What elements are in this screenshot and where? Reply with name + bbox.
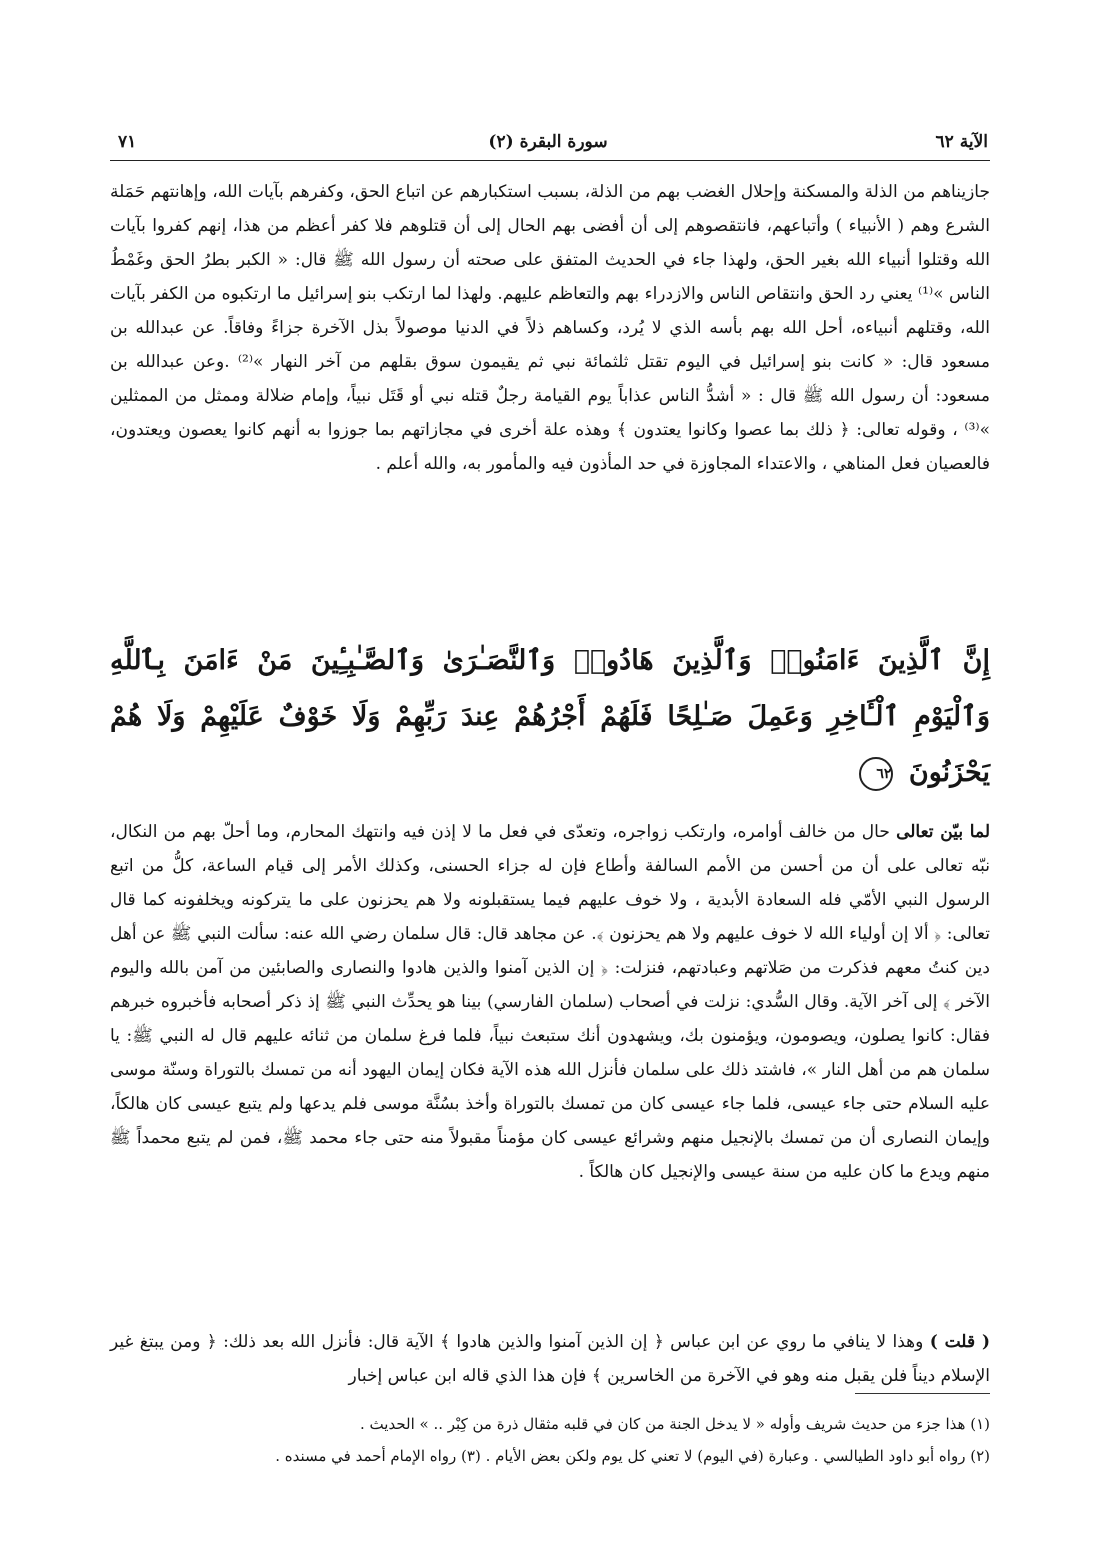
page-number: ٧١ <box>118 132 137 152</box>
ayah-label: الآية ٦٢ <box>935 132 988 152</box>
header-rule <box>110 160 990 161</box>
surah-title: (٢) سورة البقرة <box>488 132 608 152</box>
paragraph-2 <box>110 815 990 1325</box>
verse-number-marker: ٦٢ <box>859 757 893 791</box>
paragraph-2-text: حال من خالف أوامره، وارتكب زواجره، وتعدّى في فعل ما لا إذن فيه وانتهك المحارم، وما أحلّ بهم من النكال، نبّه تعالى على أن من أحسن من الأمم السالفة وأطاع فإن له جزاء الحسنى، وكذلك الأمر إلى قيام الساعة، كلُّ من اتبع الرسول النبي الأمّي فله السعادة الأبدية ، ولا خوف عليهم فيما يستقبلونه ولا هم يحزنون على ما يتركونه ويخلفونه كما قال تعالى: ﴿ ألا إن أولياء الله لا خوف عليهم ولا هم يحزنون ﴾. عن مجاهد قال: قال سلمان رضي الله عنه: سألت النبي ﷺ عن أهل دين كنتُ معهم فذكرت من صَلاتهم وعبادتهم، فنزلت: ﴿ إن الذين آمنوا والذين هادوا والنصارى والصابئين من آمن بالله واليوم الآخر ﴾ إلى آخر الآية. وقال السُّدي: نزلت في أصحاب (سلمان الفارسي) بينا هو يحدِّث النبي ﷺ إذ ذكر أصحابه فأخبروه خبرهم فقال: كانوا يصلون، ويصومون، ويؤمنون بك، ويشهدون أنك ستبعث نبياً، فلما فرغ سلمان من ثنائه عليهم قال له النبي ﷺ: يا سلمان هم من أهل النار »، فاشتد ذلك على سلمان فأنزل الله هذه الآية فكان إيمان اليهود أنه من تمسك بالتوراة وسنّة موسى عليه السلام حتى جاء عيسى، فلما جاء عيسى كان من تمسك بالتوراة وأخذ بسُنَّة موسى فلم يدعها ولم يتبع عيسى كان هالكاً، وإيمان النصارى أن من تمسك بالإنجيل منهم وشرائع عيسى كان مؤمناً مقبولاً منه حتى جاء محمد ﷺ، فمن لم يتبع محمداً ﷺ منهم ويدع ما كان عليه من سنة عيسى والإنجيل كان هالكاً . <box>110 822 991 1182</box>
footnote-1: (١) هذا جزء من حديث شريف وأوله « لا يدخل الجنة من كان في قلبه مثقال ذرة من كِبْر .. » الحديث . <box>360 1415 990 1433</box>
quran-verse <box>110 633 990 801</box>
paragraph-3-text: وهذا لا ينافي ما روي عن ابن عباس ﴿ إن الذين آمنوا والذين هادوا ﴾ الآية قال: فأنزل الله بعد ذلك: ﴿ ومن يبتغ غير الإسلام ديناً فلن يقبل منه وهو في الآخرة من الخاسرين ﴾ فإن هذا الذي قاله ابن عباس إخبار <box>110 1332 990 1386</box>
page-header <box>108 128 988 158</box>
paragraph-2-lead: لما بيّن تعالى <box>896 822 990 842</box>
paragraph-3 <box>110 1325 990 1393</box>
paragraph-3-lead: ( قلت ) <box>929 1332 990 1352</box>
footnote-2: (٢) رواه أبو داود الطيالسي . وعبارة (في اليوم) لا تعني كل يوم ولكن بعض الأيام . (٣) رواه الإمام أحمد في مسنده . <box>275 1447 990 1465</box>
verse-text: إِنَّ ٱلَّذِينَ ءَامَنُوا۟ وَٱلَّذِينَ هَادُوا۟ وَٱلنَّصَـٰرَىٰ وَٱلصَّـٰبِـِٔينَ مَنْ ءَامَنَ بِٱللَّهِ وَٱلْيَوْمِ ٱلْـَٔاخِرِ وَعَمِلَ صَـٰلِحًا فَلَهُمْ أَجْرُهُمْ عِندَ رَبِّهِمْ وَلَا خَوْفٌ عَلَيْهِمْ وَلَا هُمْ يَحْزَنُونَ <box>110 645 990 788</box>
main-text <box>110 175 990 1393</box>
footnotes <box>110 1408 990 1472</box>
paragraph-1: جازيناهم من الذلة والمسكنة وإحلال الغضب بهم من الذلة، بسبب استكبارهم عن اتباع الحق، وكفرهم بآيات الله، وإهانتهم حَمَلة الشرع وهم ( الأنبياء ) وأتباعهم، فانتقصوهم إلى أن أفضى بهم الحال إلى أن قتلوهم فلا كفر أعظم من هذا، إنهم كفروا بآيات الله وقتلوا أنبياء الله بغير الحق، ولهذا جاء في الحديث المتفق على صحته أن رسول الله ﷺ قال: « الكبر بطرُ الحق وغَمْطُ الناس »⁽¹⁾ يعني رد الحق وانتقاص الناس والازدراء بهم والتعاظم عليهم. ولهذا لما ارتكب بنو إسرائيل ما ارتكبوه من الكفر بآيات الله، وقتلهم أنبياءه، أحل الله بهم بأسه الذي لا يُرد، وكساهم ذلاً في الدنيا موصولاً بذل الآخرة جزاءً وفاقاً. عن عبدالله بن مسعود قال: « كانت بنو إسرائيل في اليوم تقتل ثلثمائة نبي ثم يقيمون سوق بقلهم من آخر النهار »⁽²⁾ .وعن عبدالله بن مسعود: أن رسول الله ﷺ قال : « أشدُّ الناس عذاباً يوم القيامة رجلٌ قتله نبي أو قَتَل نبياً، وإمام ضلالة وممثل من الممثلين »⁽³⁾ ، وقوله تعالى: ﴿ ذلك بما عصوا وكانوا يعتدون ﴾ وهذه علة أخرى في مجازاتهم بما جوزوا به أنهم كانوا يعصون ويعتدون، فالعصيان فعل المناهي ، والاعتداء المجاوزة في حد المأذون فيه والمأمور به، والله أعلم . <box>110 182 991 474</box>
footnote-rule <box>855 1393 990 1394</box>
